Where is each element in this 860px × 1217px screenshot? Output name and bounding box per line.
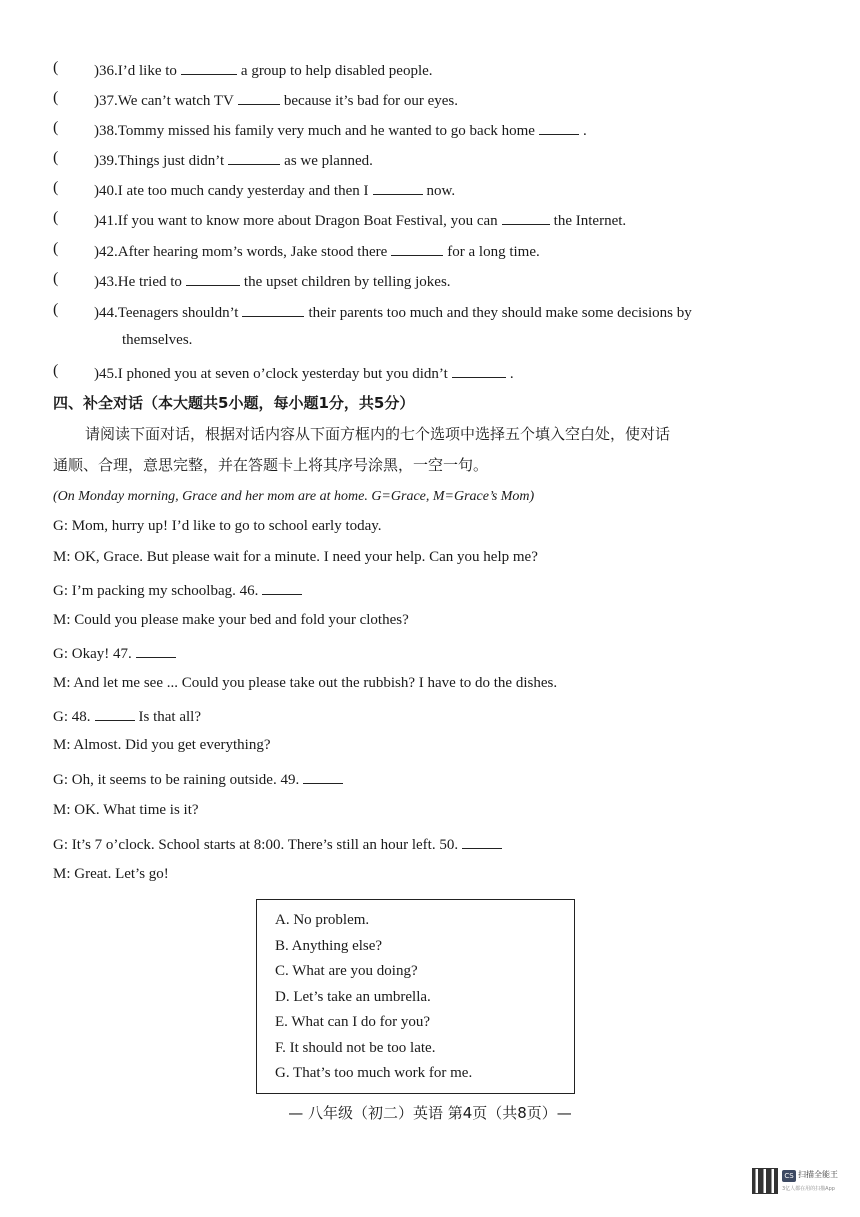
option-e: E. What can I do for you? <box>275 1014 431 1030</box>
dialogue-text: G: It’s 7 o’clock. School starts at 8:00. There’s still an hour left. 50. <box>53 837 459 853</box>
answer-blank[interactable] <box>238 90 280 105</box>
question-stem: If you want to know more about Dragon Boat Festival, you can <box>117 213 498 229</box>
question-tail: now. <box>426 183 456 199</box>
dialogue-line <box>53 802 199 819</box>
dialogue-text: G: 48. <box>53 709 91 725</box>
dialogue-line <box>53 769 347 789</box>
dialogue-text: G: Oh, it seems to be raining outside. 49. <box>53 772 300 788</box>
question-number: 41. <box>99 213 118 229</box>
question-text <box>94 150 373 171</box>
answer-paren[interactable]: ( <box>53 89 59 106</box>
answer-paren[interactable]: ( <box>53 209 59 226</box>
option-a: A. No problem. <box>275 912 370 928</box>
question-tail: . <box>582 123 587 139</box>
question-tail: as we planned. <box>284 153 373 169</box>
question-text <box>94 241 540 262</box>
dialogue-blank[interactable] <box>136 643 176 658</box>
question-tail: the Internet. <box>553 213 627 229</box>
dialogue-text: M: And let me see ... Could you please take out the rubbish? I have to do the dishes. <box>53 675 558 691</box>
dialogue-text: M: Great. Let’s go! <box>53 866 169 882</box>
question-stem: I ate too much candy yesterday and then I <box>117 183 369 199</box>
dialogue-line <box>53 643 180 663</box>
answer-blank[interactable] <box>502 210 550 225</box>
answer-blank[interactable] <box>452 363 506 378</box>
question-number: 43. <box>99 274 118 290</box>
paren-close: ) <box>94 274 99 290</box>
answer-blank[interactable] <box>242 302 304 317</box>
question-tail: . <box>509 366 514 382</box>
instruction-line-1: 请阅读下面对话，根据对话内容从下面方框内的七个选项中选择五个填入空白处，使对话 <box>85 425 671 443</box>
question-tail: a group to help disabled people. <box>240 63 433 79</box>
dialogue-text: G: I’m packing my schoolbag. 46. <box>53 583 259 599</box>
dialogue-blank[interactable] <box>462 834 502 849</box>
answer-blank[interactable] <box>228 150 280 165</box>
answer-paren[interactable]: ( <box>53 119 59 136</box>
question-text <box>94 60 433 81</box>
question-text <box>94 210 626 231</box>
scanner-watermark <box>752 1168 844 1200</box>
paren-close: ) <box>94 183 99 199</box>
answer-blank[interactable] <box>539 120 579 135</box>
instruction-line-2: 通顺、合理，意思完整，并在答题卡上将其序号涂黑，一空一句。 <box>53 456 489 474</box>
answer-paren[interactable]: ( <box>53 149 59 166</box>
answer-paren[interactable]: ( <box>53 179 59 196</box>
option-f: F. It should not be too late. <box>275 1040 436 1056</box>
answer-paren[interactable]: ( <box>53 59 59 76</box>
question-number: 45. <box>99 366 118 382</box>
question-stem: After hearing mom’s words, Jake stood there <box>117 244 388 260</box>
question-number: 42. <box>99 244 118 260</box>
dialogue-line <box>53 549 538 566</box>
page-footer: — 八年级（初二）英语 第4页（共8页）— <box>288 1104 572 1122</box>
dialogue-text: M: OK, Grace. But please wait for a minute. I need your help. Can you help me? <box>53 549 538 565</box>
answer-blank[interactable] <box>391 241 443 256</box>
section-title: 四、补全对话（本大题共5小题，每小题1分，共5分） <box>53 394 415 412</box>
paren-close: ) <box>94 63 99 79</box>
dialogue-line <box>53 737 270 754</box>
question-text <box>94 120 587 141</box>
question-text <box>94 180 455 201</box>
question-number: 44. <box>99 305 118 321</box>
answer-paren[interactable]: ( <box>53 362 59 379</box>
dialogue-line <box>53 518 382 535</box>
answer-blank[interactable] <box>373 180 423 195</box>
answer-paren[interactable]: ( <box>53 240 59 257</box>
question-stem: Tommy missed his family very much and he wanted to go back home <box>117 123 535 139</box>
paren-close: ) <box>94 123 99 139</box>
options-box <box>256 899 575 1094</box>
dialogue-text: M: Could you please make your bed and fold your clothes? <box>53 612 409 628</box>
question-tail: for a long time. <box>447 244 540 260</box>
scanner-logo-icon: CS <box>782 1170 796 1182</box>
answer-paren[interactable]: ( <box>53 270 59 287</box>
question-number: 40. <box>99 183 118 199</box>
option-g: G. That’s too much work for me. <box>275 1065 473 1081</box>
question-stem: I phoned you at seven o’clock yesterday but you didn’t <box>117 366 448 382</box>
question-tail: their parents too much and they should make some decisions by <box>308 305 692 321</box>
dialogue-blank[interactable] <box>303 769 343 784</box>
dialogue-line <box>53 866 169 883</box>
dialogue-line <box>53 834 506 854</box>
answer-blank[interactable] <box>181 60 237 75</box>
question-stem: Things just didn’t <box>117 153 225 169</box>
dialogue-line <box>53 612 409 629</box>
question-number: 38. <box>99 123 118 139</box>
question-number: 39. <box>99 153 118 169</box>
dialogue-line <box>53 706 201 726</box>
watermark-sub: 3亿人都在用的扫描App <box>782 1186 835 1192</box>
dialogue-blank[interactable] <box>95 706 135 721</box>
question-number: 37. <box>99 93 118 109</box>
dialogue-line <box>53 580 306 600</box>
dialogue-text: G: Okay! 47. <box>53 646 132 662</box>
dialogue-text: G: Mom, hurry up! I’d like to go to school early today. <box>53 518 382 534</box>
answer-blank[interactable] <box>186 271 240 286</box>
watermark-name: 扫描全能王 <box>798 1170 838 1179</box>
answer-paren[interactable]: ( <box>53 301 59 318</box>
question-text <box>94 363 514 384</box>
paren-close: ) <box>94 366 99 382</box>
question-stem: Teenagers shouldn’t <box>117 305 239 321</box>
question-stem: He tried to <box>117 274 182 290</box>
dialogue-after: Is that all? <box>138 709 201 725</box>
paren-close: ) <box>94 153 99 169</box>
option-c: C. What are you doing? <box>275 963 418 979</box>
dialogue-line <box>53 675 557 692</box>
dialogue-scene: (On Monday morning, Grace and her mom are at home. G=Grace, M=Grace’s Mom) <box>53 489 535 504</box>
paren-close: ) <box>94 305 99 321</box>
question-tail: because it’s bad for our eyes. <box>283 93 458 109</box>
dialogue-blank[interactable] <box>262 580 302 595</box>
question-text <box>94 302 692 323</box>
question-stem: We can’t watch TV <box>117 93 234 109</box>
dialogue-text: M: Almost. Did you get everything? <box>53 737 271 753</box>
option-b: B. Anything else? <box>275 938 383 954</box>
question-stem: I’d like to <box>117 63 177 79</box>
question-text <box>94 271 451 292</box>
question-number: 36. <box>99 63 118 79</box>
q44-continuation: themselves. <box>122 332 193 348</box>
option-d: D. Let’s take an umbrella. <box>275 989 431 1005</box>
question-tail: the upset children by telling jokes. <box>243 274 451 290</box>
paren-close: ) <box>94 244 99 260</box>
paren-close: ) <box>94 213 99 229</box>
question-text <box>94 90 458 111</box>
paren-close: ) <box>94 93 99 109</box>
dialogue-text: M: OK. What time is it? <box>53 802 199 818</box>
qr-code-icon <box>752 1168 778 1194</box>
